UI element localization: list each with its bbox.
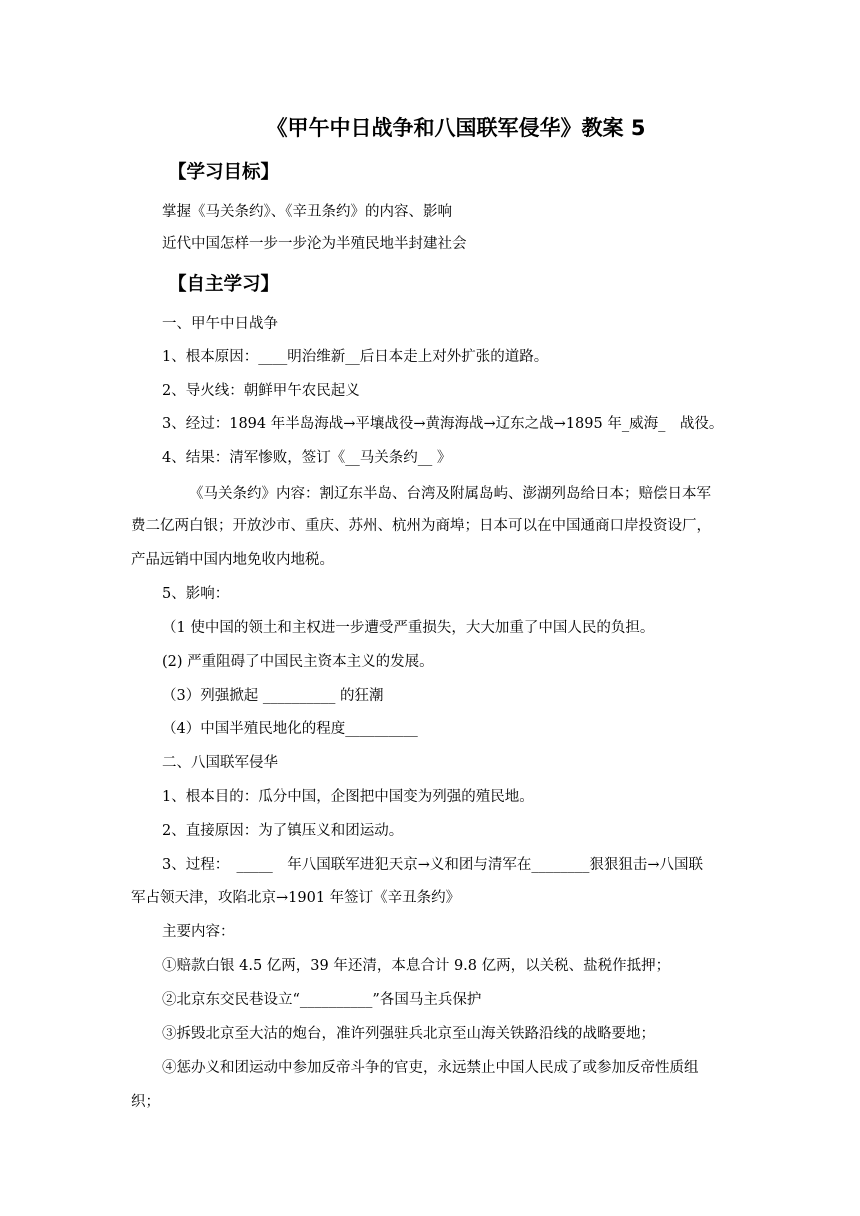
cause-blank-lead: ____ — [258, 349, 288, 365]
impact-heading: 5、影响： — [162, 586, 230, 602]
impact4-blank: __________ — [345, 721, 418, 737]
cause-blank-tail: __ — [345, 349, 360, 365]
process-suffix: 战役。 — [665, 416, 724, 432]
part1-cause-line — [162, 347, 548, 367]
result-answer: __马关条约__ — [345, 450, 433, 466]
treaty-content-line-2: 费二亿两白银；开放沙市、重庆、苏州、杭州为商埠；日本可以在中国通商口岸投资设厂， — [131, 518, 711, 534]
impact-item-1: （1 使中国的领土和主权进一步遭受严重损失，大大加重了中国人民的负担。 — [162, 620, 655, 636]
p2-process-blank-1: _____ — [236, 857, 273, 873]
p2-process-suffix: 狠狠狙击→八国联 — [589, 857, 704, 873]
part2-process-line-1 — [162, 855, 703, 875]
process-prefix: 3、经过：1894 年半岛海战→平壤战役→黄海海战→辽东之战→1895 年 — [162, 416, 622, 432]
treaty2-item-2 — [162, 990, 481, 1010]
result-suffix: 》 — [432, 450, 452, 466]
impact3-prefix: （3）列强掀起 — [162, 688, 263, 704]
document-title: 《甲午中日战争和八国联军侵华》教案 5 — [266, 116, 646, 140]
treaty2-item-1: ①赔款白银 4.5 亿两，39 年还清，本息合计 9.8 亿两，以关税、盐税作抵押； — [162, 958, 671, 974]
cause-prefix: 1、根本原因： — [162, 349, 259, 365]
objectives-heading: 【学习目标】 — [168, 162, 280, 183]
objective-item-2: 近代中国怎样一步一步沦为半殖民地半封建社会 — [162, 236, 467, 252]
result-prefix: 4、结果：清军惨败，签订《 — [162, 450, 346, 466]
part1-process-line — [162, 414, 723, 434]
treaty2-item-4-line-1: ④惩办义和团运动中参加反帝斗争的官吏，永远禁止中国人民成了或参加反帝性质组 — [162, 1060, 699, 1076]
p2-process-mid: 年八国联军进犯天京→义和团与清军在 — [272, 857, 532, 873]
self-study-heading: 【自主学习】 — [168, 274, 280, 295]
part2-goal-line: 1、根本目的：瓜分中国，企图把中国变为列强的殖民地。 — [162, 789, 534, 805]
main-content-label: 主要内容： — [162, 924, 235, 940]
item2-blank: “__________” — [292, 992, 380, 1008]
treaty2-item-3: ③拆毁北京至大沽的炮台，准许列强驻兵北京至山海关铁路沿线的战略要地； — [162, 1026, 655, 1042]
treaty2-item-4-line-2: 织； — [131, 1094, 160, 1110]
impact-item-4 — [162, 719, 418, 739]
part1-result-line — [162, 448, 451, 468]
objective-item-1: 掌握《马关条约》、《辛丑条约》的内容、影响 — [162, 204, 452, 220]
treaty-content-line-1: 《马关条约》内容：割辽东半岛、台湾及附属岛屿、澎湖列岛给日本；赔偿日本军 — [189, 486, 711, 502]
part1-trigger-line: 2、导火线：朝鲜甲午农民起义 — [162, 383, 360, 399]
process-answer: _威海_ — [621, 416, 666, 432]
item2-prefix: ②北京东交民巷设立 — [162, 992, 293, 1008]
p2-process-prefix: 3、过程： — [162, 857, 237, 873]
impact-item-3 — [162, 686, 383, 706]
part1-heading: 一、甲午中日战争 — [162, 316, 278, 332]
impact3-blank: __________ — [262, 688, 336, 704]
part2-heading: 二、八国联军侵华 — [162, 755, 278, 771]
treaty-content-line-3: 产品远销中国内地免收内地税。 — [131, 552, 334, 568]
impact-item-2: (2) 严重阻碍了中国民主资本主义的发展。 — [162, 654, 434, 670]
part2-process-line-2: 军占领天津，攻陷北京→1901 年签订《辛丑条约》 — [131, 890, 461, 906]
impact3-suffix: 的狂潮 — [335, 688, 384, 704]
p2-process-blank-2: ________ — [531, 857, 590, 873]
cause-suffix: 后日本走上对外扩张的道路。 — [359, 349, 549, 365]
item2-suffix: 各国马主兵保护 — [379, 992, 482, 1008]
cause-answer: 明治维新 — [287, 349, 346, 365]
impact4-prefix: （4）中国半殖民地化的程度 — [162, 721, 346, 737]
part2-direct-cause-line: 2、直接原因：为了镇压义和团运动。 — [162, 823, 404, 839]
